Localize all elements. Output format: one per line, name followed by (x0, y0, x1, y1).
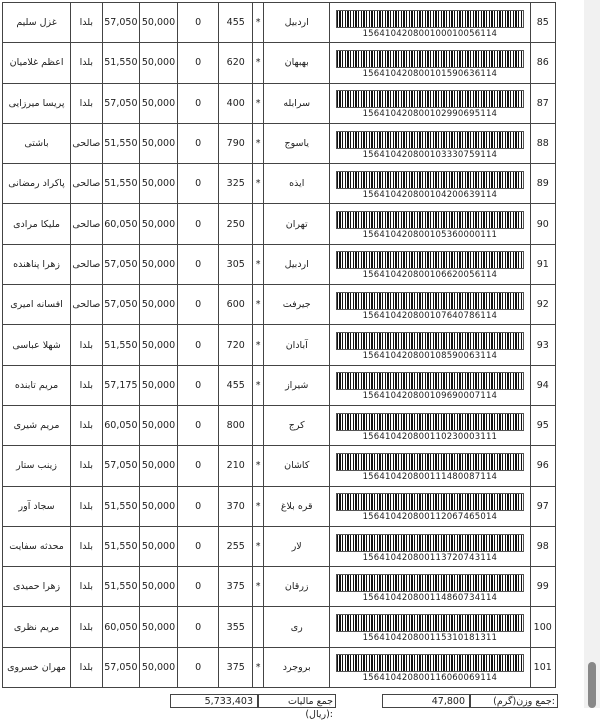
postage-amount-cell: 50,000 (140, 647, 178, 687)
barcode-image (336, 10, 524, 28)
total-amount-cell: 51,550 (102, 325, 140, 365)
parcel-weight-cell: 400 (219, 83, 253, 123)
table-row (3, 204, 556, 244)
tracking-code-cell (330, 3, 530, 43)
table-row (3, 365, 556, 405)
flag-marker-cell: * (253, 244, 264, 284)
discount-amount-cell: 0 (177, 526, 219, 566)
table-row (3, 486, 556, 526)
total-tax-value: 5,733,403 (170, 694, 258, 708)
parcel-weight-cell: 355 (219, 607, 253, 647)
tracking-code-cell (330, 526, 530, 566)
distributor-cell: بلدا (71, 83, 103, 123)
discount-amount-cell: 0 (177, 325, 219, 365)
recipient-name-cell: ملیکا مرادی (3, 204, 71, 244)
table-row (3, 446, 556, 486)
flag-marker-cell: * (253, 285, 264, 325)
total-amount-cell: 51,550 (102, 486, 140, 526)
parcel-weight-cell: 210 (219, 446, 253, 486)
parcel-weight-cell: 600 (219, 285, 253, 325)
barcode-image (336, 211, 524, 229)
tracking-code-cell (330, 446, 530, 486)
total-amount-cell: 57,050 (102, 244, 140, 284)
barcode-image (336, 654, 524, 672)
total-amount-cell: 51,550 (102, 164, 140, 204)
tracking-code-text: 156410420800111480087114 (362, 471, 498, 482)
row-number-cell: 89 (530, 164, 556, 204)
tracking-code-cell (330, 647, 530, 687)
table-row (3, 325, 556, 365)
discount-amount-cell: 0 (177, 3, 219, 43)
tracking-code-text: 156410420800101590636114 (362, 68, 498, 79)
flag-marker-cell: * (253, 365, 264, 405)
postage-amount-cell: 50,000 (140, 3, 178, 43)
flag-marker-cell: * (253, 325, 264, 365)
discount-amount-cell: 0 (177, 285, 219, 325)
flag-marker-cell: * (253, 83, 264, 123)
recipient-name-cell: سجاد آور (3, 486, 71, 526)
recipient-name-cell: زهرا حمیدی (3, 567, 71, 607)
shipment-table (2, 2, 556, 688)
barcode-image (336, 493, 524, 511)
tracking-code-cell (330, 405, 530, 445)
distributor-cell: صالحی (71, 244, 103, 284)
tracking-code-text: 156410420800106620056114 (362, 270, 498, 281)
distributor-cell: بلدا (71, 446, 103, 486)
flag-marker-cell: * (253, 567, 264, 607)
discount-amount-cell: 0 (177, 567, 219, 607)
distributor-cell: بلدا (71, 526, 103, 566)
row-number-cell: 85 (530, 3, 556, 43)
postage-amount-cell: 50,000 (140, 486, 178, 526)
tracking-code-text: 156410420800102990695114 (362, 109, 498, 120)
barcode-image (336, 251, 524, 269)
parcel-weight-cell: 620 (219, 43, 253, 83)
recipient-name-cell: محدثه سفایت (3, 526, 71, 566)
destination-city-cell: ری (264, 607, 330, 647)
postage-amount-cell: 50,000 (140, 244, 178, 284)
recipient-name-cell: مهران خسروی (3, 647, 71, 687)
row-number-cell: 95 (530, 405, 556, 445)
tracking-code-cell (330, 164, 530, 204)
tracking-code-text: 156410420800109690007114 (362, 391, 498, 402)
row-number-cell: 98 (530, 526, 556, 566)
row-number-cell: 90 (530, 204, 556, 244)
destination-city-cell: بهبهان (264, 43, 330, 83)
table-row (3, 285, 556, 325)
flag-marker-cell (253, 204, 264, 244)
tracking-code-cell (330, 325, 530, 365)
barcode-image (336, 453, 524, 471)
barcode-image (336, 413, 524, 431)
table-row (3, 3, 556, 43)
flag-marker-cell: * (253, 43, 264, 83)
flag-marker-cell: * (253, 164, 264, 204)
total-weight-label: جمع وزن(گرم): (470, 694, 558, 708)
barcode-image (336, 171, 524, 189)
barcode-image (336, 534, 524, 552)
tracking-code-text: 156410420800113720743114 (362, 552, 498, 563)
discount-amount-cell: 0 (177, 405, 219, 445)
discount-amount-cell: 0 (177, 83, 219, 123)
destination-city-cell: آبادان (264, 325, 330, 365)
postage-amount-cell: 50,000 (140, 446, 178, 486)
recipient-name-cell: مریم تابنده (3, 365, 71, 405)
parcel-weight-cell: 255 (219, 526, 253, 566)
parcel-weight-cell: 720 (219, 325, 253, 365)
tracking-code-text: 156410420800108590063114 (362, 351, 498, 362)
destination-city-cell: بروجرد (264, 647, 330, 687)
flag-marker-cell: * (253, 446, 264, 486)
tracking-code-cell (330, 567, 530, 607)
discount-amount-cell: 0 (177, 365, 219, 405)
tracking-code-text: 156410420800116060069114 (362, 673, 498, 684)
distributor-cell: بلدا (71, 607, 103, 647)
discount-amount-cell: 0 (177, 164, 219, 204)
flag-marker-cell: * (253, 3, 264, 43)
total-amount-cell: 57,050 (102, 285, 140, 325)
recipient-name-cell: زینب ستار (3, 446, 71, 486)
tracking-code-cell (330, 486, 530, 526)
parcel-weight-cell: 305 (219, 244, 253, 284)
distributor-cell: بلدا (71, 567, 103, 607)
postage-amount-cell: 50,000 (140, 123, 178, 163)
row-number-cell: 92 (530, 285, 556, 325)
table-row (3, 83, 556, 123)
row-number-cell: 100 (530, 607, 556, 647)
distributor-cell: بلدا (71, 3, 103, 43)
postage-amount-cell: 50,000 (140, 285, 178, 325)
destination-city-cell: لار (264, 526, 330, 566)
parcel-weight-cell: 800 (219, 405, 253, 445)
row-number-cell: 96 (530, 446, 556, 486)
recipient-name-cell: مریم شیری (3, 405, 71, 445)
tracking-code-cell (330, 123, 530, 163)
tracking-code-cell (330, 204, 530, 244)
parcel-weight-cell: 250 (219, 204, 253, 244)
recipient-name-cell: زهرا پناهنده (3, 244, 71, 284)
destination-city-cell: قره بلاغ (264, 486, 330, 526)
total-amount-cell: 57,050 (102, 3, 140, 43)
postage-amount-cell: 50,000 (140, 83, 178, 123)
destination-city-cell: زرقان (264, 567, 330, 607)
table-row (3, 567, 556, 607)
parcel-weight-cell: 790 (219, 123, 253, 163)
tracking-code-text: 156410420800107640786114 (362, 310, 498, 321)
discount-amount-cell: 0 (177, 244, 219, 284)
barcode-image (336, 614, 524, 632)
parcel-weight-cell: 325 (219, 164, 253, 204)
total-amount-cell: 57,050 (102, 446, 140, 486)
recipient-name-cell: افسانه امیری (3, 285, 71, 325)
total-amount-cell: 60,050 (102, 607, 140, 647)
row-number-cell: 91 (530, 244, 556, 284)
barcode-image (336, 372, 524, 390)
postage-amount-cell: 50,000 (140, 164, 178, 204)
discount-amount-cell: 0 (177, 204, 219, 244)
table-row (3, 607, 556, 647)
tracking-code-text: 156410420800105360000111 (362, 230, 498, 241)
postage-amount-cell: 50,000 (140, 365, 178, 405)
distributor-cell: صالحی (71, 285, 103, 325)
total-amount-cell: 57,050 (102, 647, 140, 687)
discount-amount-cell: 0 (177, 43, 219, 83)
distributor-cell: بلدا (71, 486, 103, 526)
barcode-image (336, 574, 524, 592)
tracking-code-text: 156410420800110230003111 (362, 431, 498, 442)
barcode-image (336, 50, 524, 68)
total-amount-cell: 57,175 (102, 365, 140, 405)
flag-marker-cell (253, 405, 264, 445)
recipient-name-cell: پاکراد رمضانی (3, 164, 71, 204)
tracking-code-cell (330, 285, 530, 325)
destination-city-cell: تهران (264, 204, 330, 244)
destination-city-cell: جیرفت (264, 285, 330, 325)
discount-amount-cell: 0 (177, 486, 219, 526)
total-weight-value: 47,800 (382, 694, 470, 708)
destination-city-cell: اردبیل (264, 3, 330, 43)
flag-marker-cell (253, 607, 264, 647)
row-number-cell: 99 (530, 567, 556, 607)
postage-amount-cell: 50,000 (140, 607, 178, 647)
destination-city-cell: شیراز (264, 365, 330, 405)
discount-amount-cell: 0 (177, 446, 219, 486)
table-row (3, 244, 556, 284)
postage-amount-cell: 50,000 (140, 567, 178, 607)
distributor-cell: صالحی (71, 164, 103, 204)
destination-city-cell: کرج (264, 405, 330, 445)
postage-amount-cell: 50,000 (140, 405, 178, 445)
tracking-code-cell (330, 83, 530, 123)
distributor-cell: بلدا (71, 365, 103, 405)
tracking-code-text: 156410420800103330759114 (362, 149, 498, 160)
scrollbar-thumb[interactable] (588, 662, 596, 708)
distributor-cell: بلدا (71, 43, 103, 83)
row-number-cell: 101 (530, 647, 556, 687)
postage-amount-cell: 50,000 (140, 526, 178, 566)
tracking-code-text: 156410420800114860734114 (362, 592, 498, 603)
distributor-cell: بلدا (71, 405, 103, 445)
parcel-weight-cell: 455 (219, 3, 253, 43)
discount-amount-cell: 0 (177, 607, 219, 647)
destination-city-cell: یاسوج (264, 123, 330, 163)
tracking-code-text: 156410420800100010056114 (362, 28, 498, 39)
row-number-cell: 88 (530, 123, 556, 163)
row-number-cell: 97 (530, 486, 556, 526)
table-row (3, 405, 556, 445)
recipient-name-cell: مریم نظری (3, 607, 71, 647)
postage-amount-cell: 50,000 (140, 325, 178, 365)
tracking-code-text: 156410420800104200639114 (362, 189, 498, 200)
distributor-cell: بلدا (71, 325, 103, 365)
barcode-image (336, 90, 524, 108)
table-row (3, 647, 556, 687)
destination-city-cell: اردبیل (264, 244, 330, 284)
destination-city-cell: سرابله (264, 83, 330, 123)
tracking-code-text: 156410420800112067465014 (362, 512, 498, 523)
recipient-name-cell: پریسا میرزایی (3, 83, 71, 123)
postage-amount-cell: 50,000 (140, 204, 178, 244)
discount-amount-cell: 0 (177, 123, 219, 163)
recipient-name-cell: باشتی (3, 123, 71, 163)
row-number-cell: 94 (530, 365, 556, 405)
total-tax-label: جمع مالیات (ریال): (258, 694, 336, 708)
discount-amount-cell: 0 (177, 647, 219, 687)
distributor-cell: بلدا (71, 647, 103, 687)
parcel-weight-cell: 375 (219, 647, 253, 687)
barcode-image (336, 332, 524, 350)
total-amount-cell: 51,550 (102, 567, 140, 607)
flag-marker-cell: * (253, 123, 264, 163)
total-amount-cell: 51,550 (102, 123, 140, 163)
row-number-cell: 87 (530, 83, 556, 123)
destination-city-cell: کاشان (264, 446, 330, 486)
table-row (3, 526, 556, 566)
destination-city-cell: ایذه (264, 164, 330, 204)
tracking-code-cell (330, 365, 530, 405)
table-row (3, 123, 556, 163)
parcel-weight-cell: 455 (219, 365, 253, 405)
distributor-cell: صالحی (71, 123, 103, 163)
total-amount-cell: 60,050 (102, 405, 140, 445)
vertical-scrollbar[interactable] (584, 0, 600, 708)
table-row (3, 164, 556, 204)
recipient-name-cell: اعظم غلامیان (3, 43, 71, 83)
postage-amount-cell: 50,000 (140, 43, 178, 83)
distributor-cell: صالحی (71, 204, 103, 244)
total-amount-cell: 60,050 (102, 204, 140, 244)
total-amount-cell: 51,550 (102, 43, 140, 83)
parcel-weight-cell: 375 (219, 567, 253, 607)
flag-marker-cell: * (253, 526, 264, 566)
total-amount-cell: 51,550 (102, 526, 140, 566)
parcel-weight-cell: 370 (219, 486, 253, 526)
recipient-name-cell: غزل سلیم (3, 3, 71, 43)
tracking-code-cell (330, 43, 530, 83)
total-amount-cell: 57,050 (102, 83, 140, 123)
table-row (3, 43, 556, 83)
flag-marker-cell: * (253, 647, 264, 687)
tracking-code-cell (330, 244, 530, 284)
flag-marker-cell: * (253, 486, 264, 526)
barcode-image (336, 131, 524, 149)
recipient-name-cell: شهلا عباسی (3, 325, 71, 365)
tracking-code-text: 156410420800115310181311 (362, 633, 498, 644)
row-number-cell: 86 (530, 43, 556, 83)
row-number-cell: 93 (530, 325, 556, 365)
barcode-image (336, 292, 524, 310)
tracking-code-cell (330, 607, 530, 647)
